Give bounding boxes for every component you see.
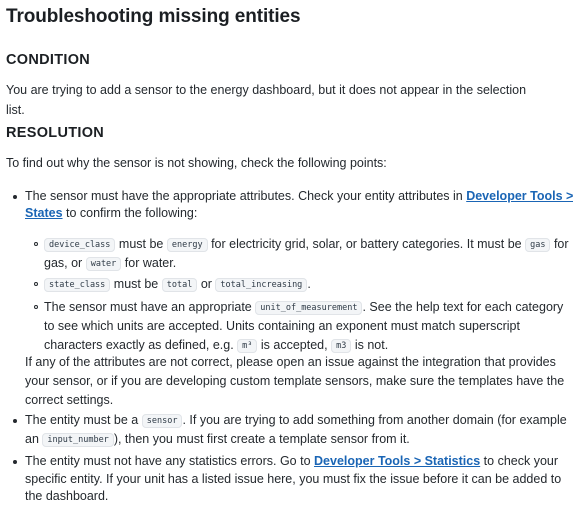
- bullet-dot: [13, 460, 17, 464]
- code-sensor: sensor: [142, 414, 183, 428]
- text: . See the help text for each category: [362, 300, 564, 314]
- developer-tools-states-link[interactable]: Developer Tools >: [466, 189, 573, 203]
- code-device-class: device_class: [44, 238, 115, 252]
- bullet-1-after-3: correct settings.: [25, 393, 114, 407]
- bullet-3-line-2: specific entity. If your unit has a listed issue here, you must fix the issue before it can be added to: [25, 472, 562, 486]
- text: must be: [118, 237, 164, 251]
- text: to check your: [483, 454, 559, 468]
- text: is not.: [354, 338, 389, 352]
- text: or: [200, 277, 212, 291]
- text: The sensor must have an appropriate: [44, 300, 252, 314]
- bullet-3-line-3: the dashboard.: [25, 489, 109, 503]
- resolution-intro: To find out why the sensor is not showing, check the following points:: [6, 156, 387, 170]
- bullet-dot: [13, 195, 17, 199]
- code-gas: gas: [525, 238, 550, 252]
- text: for: [553, 237, 569, 251]
- text: for electricity grid, solar, or battery categories. It must be: [211, 237, 522, 251]
- bullet-1-after-2: your sensor, or if you are developing custom template sensors, make sure the templates have the: [25, 374, 565, 388]
- bullet-3-line-1: [25, 451, 558, 471]
- sub-bullet-2-line: [44, 274, 311, 295]
- code-total-increasing: total_increasing: [215, 278, 307, 292]
- text: The entity must not have any statistics errors. Go to: [25, 454, 311, 468]
- bullet-2-line-2: [25, 429, 410, 450]
- code-unit-of-measurement: unit_of_measurement: [255, 301, 362, 315]
- sub-bullet-circle: [34, 305, 38, 309]
- code-total: total: [162, 278, 198, 292]
- code-state-class: state_class: [44, 278, 110, 292]
- sub-bullet-circle: [34, 242, 38, 246]
- code-m3: m3: [331, 339, 351, 353]
- text: an: [25, 432, 39, 446]
- sub-bullet-circle: [34, 282, 38, 286]
- bullet-2-line-1: [25, 410, 567, 431]
- text: is accepted,: [260, 338, 328, 352]
- text: characters exactly as defined, e.g.: [44, 338, 234, 352]
- code-energy: energy: [167, 238, 208, 252]
- text: gas, or: [44, 256, 83, 270]
- page-title: Troubleshooting missing entities: [6, 6, 301, 27]
- condition-text: You are trying to add a sensor to the energy dashboard, but it does not appear in the selection list.: [6, 83, 527, 117]
- text: . If you are trying to add something from another domain (for example: [182, 413, 567, 427]
- condition-heading: CONDITION: [6, 52, 91, 68]
- code-m-superscript: m³: [237, 339, 257, 353]
- sub-bullet-1-line-1: [44, 234, 569, 255]
- bullet-1-after-1: If any of the attributes are not correct, please open an issue against the integration that provides: [25, 355, 556, 369]
- developer-tools-states-link-cont[interactable]: States: [25, 206, 63, 220]
- sub-bullet-3-line-2: to see which units are accepted. Units containing an exponent must match superscript: [44, 319, 520, 333]
- text: .: [307, 277, 311, 291]
- text: for water.: [124, 256, 177, 270]
- code-water: water: [86, 257, 122, 271]
- bullet-1-line-2: [25, 203, 197, 223]
- resolution-heading: RESOLUTION: [6, 125, 105, 141]
- code-input-number: input_number: [42, 433, 113, 447]
- sub-bullet-1-line-2: [44, 253, 176, 274]
- developer-tools-statistics-link[interactable]: Developer Tools > Statistics: [314, 454, 481, 468]
- sub-bullet-3-line-1: [44, 297, 563, 318]
- text: ), then you must first create a template sensor from it.: [113, 432, 410, 446]
- text: The entity must be a: [25, 413, 139, 427]
- bullet-1-text: The sensor must have the appropriate attributes. Check your entity attributes in: [25, 189, 467, 203]
- text: must be: [113, 277, 159, 291]
- bullet-dot: [13, 419, 17, 423]
- bullet-1-text-2: to confirm the following:: [62, 206, 198, 220]
